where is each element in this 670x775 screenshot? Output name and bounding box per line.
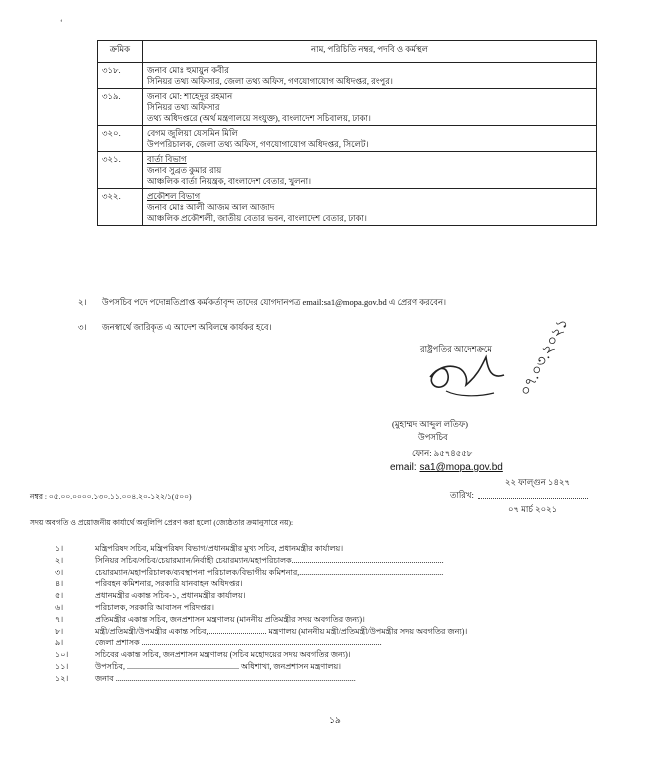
list-item-text: উপসচিব, ........................................................ অধিশাখা, জনপ্রশাসন মন্ত্রণালয়। <box>95 661 342 671</box>
officer-table <box>97 40 597 226</box>
officer-name: জনাব মো: শাহেদুর রহমান <box>147 91 233 102</box>
list-item <box>55 673 615 685</box>
order-line: রাষ্ট্রপতির আদেশক্রমে <box>420 344 493 354</box>
list-item-text: চেয়ারম্যান/মহাপরিচালক/ব্যবস্থাপনা পরিচালক/বিভাগীয় কমিশনার,........................................................................ <box>95 567 444 577</box>
signatory-phone: ফোন: ৯৫৭৪৫৫৮ <box>412 448 473 458</box>
officer-post: সিনিয়র তথ্য অফিসার <box>147 101 220 112</box>
list-item-number: ৪। <box>55 579 64 589</box>
date-bengali: ২২ ফাল্গুন ১৪২৭ <box>505 477 571 487</box>
list-item <box>55 637 615 649</box>
date-label: তারিখ: <box>450 490 474 500</box>
list-item-text: সচিবের একান্ত সচিব, জনপ্রশাসন মন্ত্রণালয় (সচিব মহোদয়ের সদয় অবগতির জন্য)। <box>95 650 351 660</box>
table-row <box>98 63 597 89</box>
officer-name: জনাব সুব্রত কুমার রায় <box>147 165 222 175</box>
officer-name: জনাব মোঃ আলী আজম আল আজাদ <box>147 201 275 212</box>
signatory-designation: উপসচিব <box>418 432 448 442</box>
row-details <box>143 152 597 189</box>
row-serial: ৩১৯. <box>98 89 143 126</box>
signatory-email-line <box>390 462 503 473</box>
email-label: email: <box>390 462 417 473</box>
officer-post: উপপরিচালক, জেলা তথ্য অফিস, গণযোগাযোগ অধিদপ্তর, সিলেট। <box>147 138 369 149</box>
officer-name: জনাব মোঃ হুমায়ুন কবীর <box>147 65 229 75</box>
stray-mark: ʻ <box>60 18 63 27</box>
row-serial: ৩২২. <box>98 189 143 226</box>
distribution-list <box>55 543 615 685</box>
list-item-number: ১০। <box>55 650 69 660</box>
list-item <box>55 555 615 567</box>
list-item-number: ৫। <box>55 591 64 601</box>
list-item-text: প্রতিমন্ত্রীর একান্ত সচিব, জনপ্রশাসন মন্ত্রণালয় (মাননীয় প্রতিমন্ত্রীর সদয় অবগতির জন্য)। <box>95 614 365 624</box>
list-item <box>55 543 615 555</box>
row-serial: ৩২১. <box>98 152 143 189</box>
officer-post: সিনিয়র তথ্য অফিসার, জেলা তথ্য অফিস, গণযোগাযোগ অধিদপ্তর, রংপুর। <box>147 75 393 86</box>
row-details <box>143 189 597 226</box>
list-item <box>55 614 615 626</box>
email-link[interactable]: sa1@mopa.gov.bd <box>419 462 503 473</box>
paragraph-number: ৩। <box>78 322 87 332</box>
list-item <box>55 567 615 579</box>
list-item-number: ৮। <box>55 626 64 636</box>
list-item <box>55 661 615 673</box>
row-details <box>143 63 597 89</box>
list-item-number: ২। <box>55 555 64 565</box>
handwritten-date: ০৭.০৩.২০২১ <box>517 315 572 399</box>
list-item-text: মন্ত্রিপরিষদ সচিব, মন্ত্রিপরিষদ বিভাগ/প্রধানমন্ত্রীর মুখ্য সচিব, প্রধানমন্ত্রীর কার্যালয়। <box>95 544 344 553</box>
list-item <box>55 626 615 638</box>
distribution-intro: সদয় অবগতি ও প্রয়োজনীয় কার্যার্থে অনুলিপি প্রেরণ করা হলো (জ্যেষ্ঠতার ক্রমানুসারে নয়): <box>30 518 294 527</box>
row-serial: ৩২০. <box>98 126 143 152</box>
list-item <box>55 578 615 590</box>
list-item-number: ১। <box>55 544 64 553</box>
table-row <box>98 89 597 126</box>
page-number: ১৯ <box>329 715 341 725</box>
officer-name: বেগম জুলিয়া যেসমিন মিলি <box>147 128 238 139</box>
list-item-number: ৯। <box>55 638 64 648</box>
list-item-text: মন্ত্রী/প্রতিমন্ত্রী/উপমন্ত্রীর একান্ত সচিব,............................. মন্ত্রণালয় (মাননীয় মন্ত্রী/প্রতিমন্ত্রী/উপমন্ত্রীর সদয় অবগতির জন্য)। <box>95 626 468 636</box>
row-serial: ৩১৮. <box>98 63 143 89</box>
table-row <box>98 152 597 189</box>
list-item <box>55 590 615 602</box>
row-details <box>143 126 597 152</box>
paragraph-number: ২। <box>78 297 87 307</box>
list-item-number: ৬। <box>55 602 64 612</box>
list-item-number: ১২। <box>55 673 69 683</box>
table-row <box>98 189 597 226</box>
officer-post: আঞ্চলিক বার্তা নিয়ন্ত্রক, বাংলাদেশ বেতার, খুলনা। <box>147 175 312 186</box>
col-serial-header: ক্রমিক <box>98 41 143 63</box>
list-item-text: প্রধানমন্ত্রীর একান্ত সচিব-১, প্রধানমন্ত্রীর কার্যালয়। <box>95 591 246 601</box>
list-item-text: জেলা প্রশাসক ........................................................................................................................ <box>95 638 382 648</box>
signatory-name: (মুহাম্মদ আব্দুল লতিফ) <box>392 419 468 429</box>
officer-workplace: তথ্য অধিদপ্তরে (অর্থ মন্ত্রণালয়ে সংযুক্ত), বাংলাদেশ সচিবালয়, ঢাকা। <box>147 112 371 123</box>
list-item-text: পরিচালক, সরকারি আবাসন পরিদপ্তর। <box>95 602 214 612</box>
list-item-text: পরিবহন কমিশনার, সরকারি যানবাহন অধিদপ্তর। <box>95 579 243 589</box>
list-item-text: জনাব ........................................................................................................................ <box>95 673 356 683</box>
list-item <box>55 602 615 614</box>
category-label: বার্তা বিভাগ <box>147 154 187 165</box>
date-rule <box>478 498 588 499</box>
list-item-number: ৩। <box>55 567 64 577</box>
table-header-row <box>98 41 597 63</box>
officer-post: আঞ্চলিক প্রকৌশলী, জাতীয় বেতার ভবন, বাংলাদেশ বেতার, ঢাকা। <box>147 212 367 223</box>
list-item-number: ৭। <box>55 614 64 624</box>
date-english: ০৭ মার্চ ২০২১ <box>508 504 558 514</box>
list-item-text: সিনিয়র সচিব/সচিব/চেয়ারম্যান/নির্বাহী চেয়ারম্যান/মহাপরিচালক............................................................................ <box>95 555 444 565</box>
table-row <box>98 126 597 152</box>
paragraph-text: জনস্বার্থে জারিকৃত এ আদেশ অবিলম্বে কার্যকর হবে। <box>102 322 272 332</box>
list-item <box>55 649 615 661</box>
memo-number: নম্বর : ০৫.০০.০০০০.১৩০.১১.০০৪.২০-১২২/১(৫০০) <box>30 492 192 501</box>
row-details <box>143 89 597 126</box>
col-details-header: নাম, পরিচিতি নম্বর, পদবি ও কর্মস্থল <box>143 41 597 63</box>
paragraph-text: উপসচিব পদে পদোন্নতিপ্রাপ্ত কর্মকর্তাবৃন্দ তাদের যোগদানপত্র email:sa1@mopa.gov.bd এ প্রেরণ করবেন। <box>102 297 447 307</box>
signature-image <box>408 305 588 415</box>
category-label: প্রকৌশল বিভাগ <box>147 191 201 202</box>
list-item-number: ১১। <box>55 661 69 671</box>
